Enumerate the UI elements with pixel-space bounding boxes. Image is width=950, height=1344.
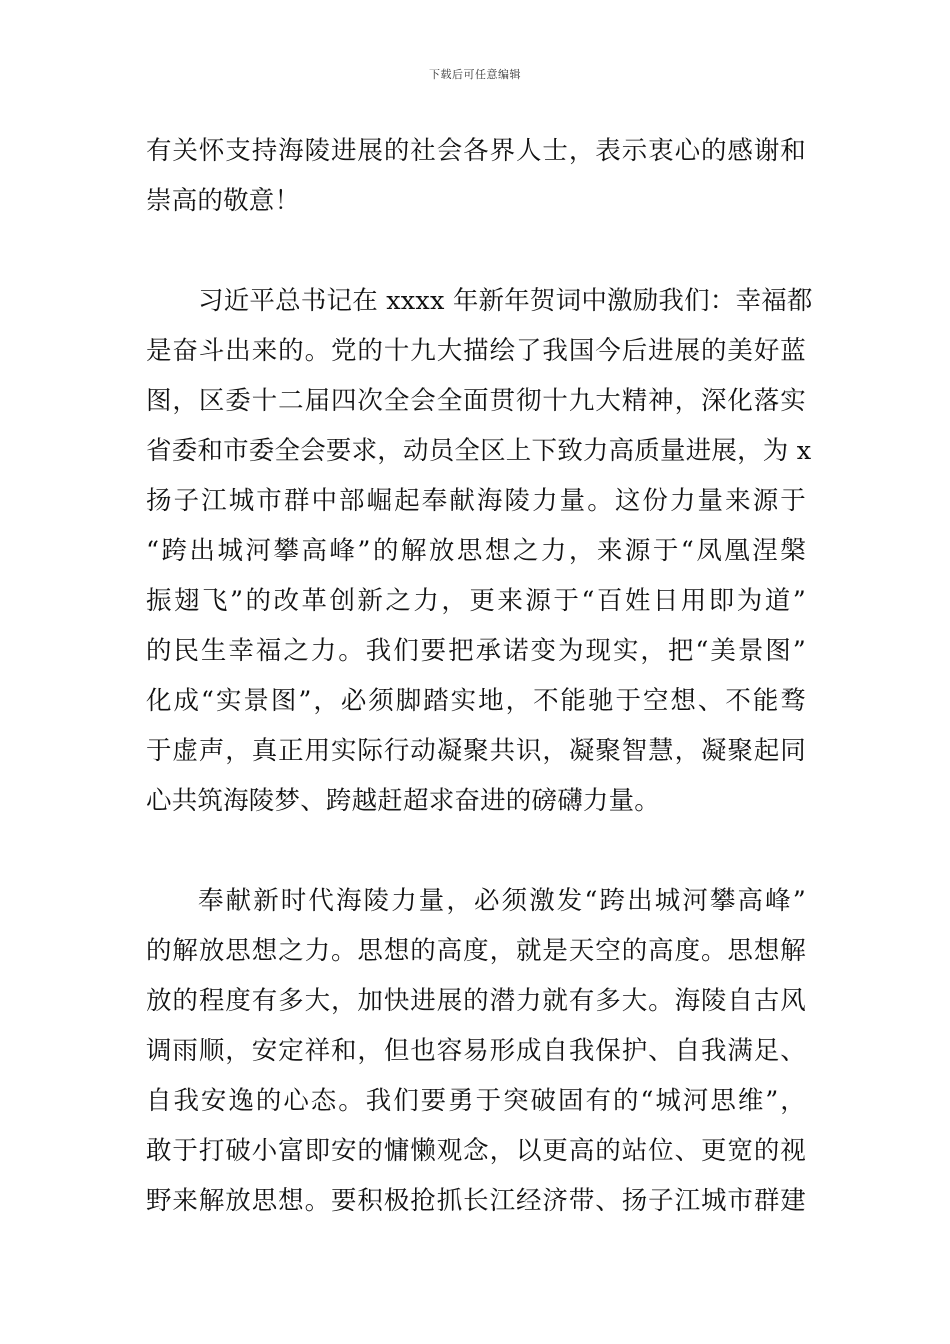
text-line: 崇高的敬意！ [146,186,301,216]
text-line: 野来解放思想。要积极抢抓长江经济带、扬子江城市群建 [146,1186,806,1216]
text-line: 调雨顺，安定祥和，但也容易形成自我保护、自我满足、 [146,1036,806,1066]
text-line: 省委和市委全会要求，动员全区上下致力高质量进展，为 x [146,436,812,466]
text-line: 放的程度有多大，加快进展的潜力就有多大。海陵自古风 [146,986,806,1016]
text-line: “跨出城河攀高峰”的解放思想之力，来源于“凤凰涅槃 [146,536,806,566]
text-line: 于虚声，真正用实际行动凝聚共识，凝聚智慧，凝聚起同 [146,736,806,766]
text-line: 心共筑海陵梦、跨越赶超求奋进的磅礴力量。 [146,786,661,816]
text-line: 的民生幸福之力。我们要把承诺变为现实，把“美景图” [146,636,806,666]
text-line: 扬子江城市群中部崛起奉献海陵力量。这份力量来源于 [146,486,806,516]
page-header-note: 下载后可任意编辑 [429,68,521,81]
text-line: 奉献新时代海陵力量，必须激发“跨出城河攀高峰” [198,886,806,916]
text-line: 是奋斗出来的。党的十九大描绘了我国今后进展的美好蓝 [146,336,806,366]
text-line: 习近平总书记在 xxxx 年新年贺词中激励我们：幸福都 [198,286,813,316]
text-line: 化成“实景图”，必须脚踏实地，不能驰于空想、不能骛 [146,686,806,716]
text-line: 有关怀支持海陵进展的社会各界人士，表示衷心的感谢和 [146,136,806,166]
text-line: 的解放思想之力。思想的高度，就是天空的高度。思想解 [146,936,806,966]
text-line: 图，区委十二届四次全会全面贯彻十九大精神，深化落实 [146,386,806,416]
text-line: 自我安逸的心态。我们要勇于突破固有的“城河思维”， [146,1086,806,1116]
text-line: 敢于打破小富即安的慵懒观念，以更高的站位、更宽的视 [146,1136,806,1166]
text-line: 振翅飞”的改革创新之力，更来源于“百姓日用即为道” [146,586,806,616]
